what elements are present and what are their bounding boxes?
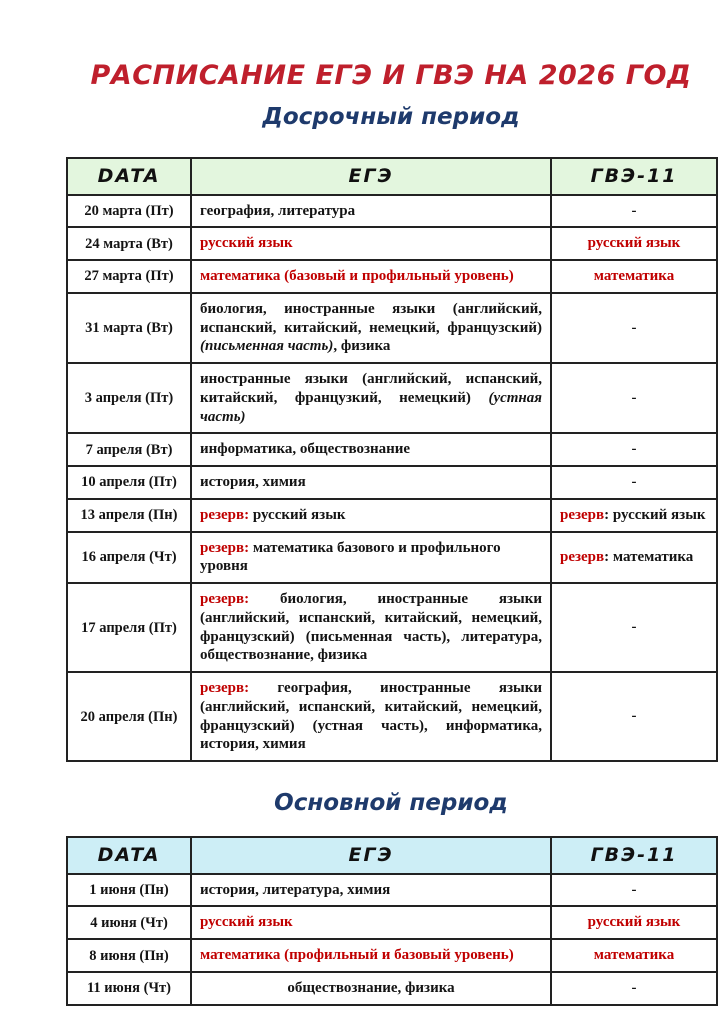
text-segment: русский язык — [200, 914, 293, 931]
text-segment: обществознание, физика — [287, 979, 455, 996]
text-segment: , физика — [333, 338, 391, 355]
gve-subjects-cell — [551, 433, 717, 466]
text-segment: - — [631, 202, 637, 219]
text-segment: география, литература — [200, 202, 356, 219]
date-cell: 4 июня (Чт) — [67, 906, 191, 939]
text-segment: информатика, обществознание — [200, 441, 411, 458]
text-segment: русский язык — [200, 235, 293, 252]
gve-subjects-cell — [551, 672, 717, 761]
text-segment: история, литература, химия — [200, 881, 391, 898]
header-row — [67, 158, 717, 195]
text-segment: резерв — [560, 506, 605, 523]
column-header: DATA — [67, 158, 191, 195]
gve-subjects-cell — [551, 939, 717, 972]
date-cell: 24 марта (Вт) — [67, 227, 191, 260]
table-row — [67, 195, 717, 228]
table-row — [67, 227, 717, 260]
ege-subjects-cell — [191, 499, 551, 532]
date-cell: 8 июня (Пн) — [67, 939, 191, 972]
date-cell: 27 марта (Пт) — [67, 260, 191, 293]
text-segment: русский язык — [249, 506, 346, 523]
column-header: ЕГЭ — [191, 158, 551, 195]
table-row — [67, 433, 717, 466]
ege-subjects-cell — [191, 583, 551, 672]
text-segment: резерв: — [200, 591, 250, 608]
table-row — [67, 583, 717, 672]
date-cell: 17 апреля (Пт) — [67, 583, 191, 672]
date-cell: 13 апреля (Пн) — [67, 499, 191, 532]
text-segment: резерв — [560, 549, 605, 566]
text-segment: : математика — [604, 549, 694, 566]
gve-subjects-cell — [551, 499, 717, 532]
date-cell: 20 марта (Пт) — [67, 195, 191, 228]
table-row — [67, 906, 717, 939]
exam-table-main-period — [66, 836, 718, 1006]
date-cell: 11 июня (Чт) — [67, 972, 191, 1005]
date-cell: 20 апреля (Пн) — [67, 672, 191, 761]
column-header: DATA — [67, 837, 191, 874]
column-header: ГВЭ-11 — [551, 837, 717, 874]
text-segment: география, иностранные языки (английский, испанский, китайский, немецкий, французский) (устная часть), информатика, история, химия — [200, 680, 542, 753]
gve-subjects-cell — [551, 906, 717, 939]
ege-subjects-cell — [191, 227, 551, 260]
ege-subjects-cell — [191, 532, 551, 584]
text-segment: биология, иностранные языки (английский, испанский, китайский, немецкий, французский) — [200, 300, 542, 336]
ege-subjects-cell — [191, 433, 551, 466]
column-header: ГВЭ-11 — [551, 158, 717, 195]
text-segment: - — [631, 979, 637, 996]
content-area — [66, 60, 716, 1006]
exam-table-early-period — [66, 157, 718, 763]
section-title-early-period: Досрочный период — [262, 104, 520, 131]
text-segment: математика (профильный и базовый уровень) — [200, 947, 514, 964]
date-cell: 7 апреля (Вт) — [67, 433, 191, 466]
text-segment: - — [631, 619, 637, 636]
ege-subjects-cell — [191, 906, 551, 939]
gve-subjects-cell — [551, 532, 717, 584]
gve-subjects-cell — [551, 466, 717, 499]
text-segment: - — [631, 881, 637, 898]
text-segment: резерв: — [200, 680, 250, 697]
text-segment: - — [631, 708, 637, 725]
gve-subjects-cell — [551, 260, 717, 293]
table-row — [67, 672, 717, 761]
date-cell: 3 апреля (Пт) — [67, 363, 191, 433]
text-segment: русский язык — [587, 235, 681, 252]
text-segment: математика базового и профильного уровня — [200, 539, 501, 575]
ege-subjects-cell — [191, 363, 551, 433]
text-segment: история, химия — [200, 474, 306, 491]
ege-subjects-cell — [191, 672, 551, 761]
ege-subjects-cell — [191, 939, 551, 972]
text-segment: иностранные языки (английский, испанский, китайский, французкий, немецкий) — [200, 371, 542, 406]
column-header: ЕГЭ — [191, 837, 551, 874]
table-row — [67, 363, 717, 433]
date-cell: 31 марта (Вт) — [67, 293, 191, 363]
gve-subjects-cell — [551, 874, 717, 907]
text-segment: резерв: — [200, 539, 250, 556]
text-segment: математика — [593, 268, 675, 285]
section-title-main-period: Основной период — [274, 790, 508, 817]
text-segment: : русский язык — [604, 506, 706, 523]
date-cell: 10 апреля (Пт) — [67, 466, 191, 499]
text-segment: (письменная часть) — [200, 338, 334, 355]
text-segment: математика — [593, 947, 675, 964]
ege-subjects-cell — [191, 195, 551, 228]
table-row — [67, 874, 717, 907]
page-title: РАСПИСАНИЕ ЕГЭ И ГВЭ НА 2026 ГОД — [90, 60, 692, 91]
text-segment: (устная часть) — [200, 389, 542, 425]
gve-subjects-cell — [551, 227, 717, 260]
table-row — [67, 260, 717, 293]
date-cell: 16 апреля (Чт) — [67, 532, 191, 584]
table-row — [67, 939, 717, 972]
text-segment: русский язык — [587, 914, 681, 931]
gve-subjects-cell — [551, 363, 717, 433]
text-segment: биология, иностранные языки (английский, испанский, китайский, немецкий, французский) (письменная часть), литература, обществознание, физика — [200, 591, 542, 664]
gve-subjects-cell — [551, 972, 717, 1005]
ege-subjects-cell — [191, 466, 551, 499]
text-segment: резерв: — [200, 506, 250, 523]
gve-subjects-cell — [551, 583, 717, 672]
text-segment: - — [631, 319, 637, 336]
ege-subjects-cell — [191, 874, 551, 907]
gve-subjects-cell — [551, 293, 717, 363]
table-row — [67, 466, 717, 499]
ege-subjects-cell — [191, 293, 551, 363]
table-row — [67, 532, 717, 584]
gve-subjects-cell — [551, 195, 717, 228]
header-row — [67, 837, 717, 874]
table-row — [67, 972, 717, 1005]
text-segment: - — [631, 474, 637, 491]
text-segment: математика (базовый и профильный уровень) — [200, 268, 514, 285]
ege-subjects-cell — [191, 972, 551, 1005]
table-row — [67, 293, 717, 363]
date-cell: 1 июня (Пн) — [67, 874, 191, 907]
table-row — [67, 499, 717, 532]
ege-subjects-cell — [191, 260, 551, 293]
text-segment: - — [631, 441, 637, 458]
text-segment: - — [631, 389, 637, 406]
